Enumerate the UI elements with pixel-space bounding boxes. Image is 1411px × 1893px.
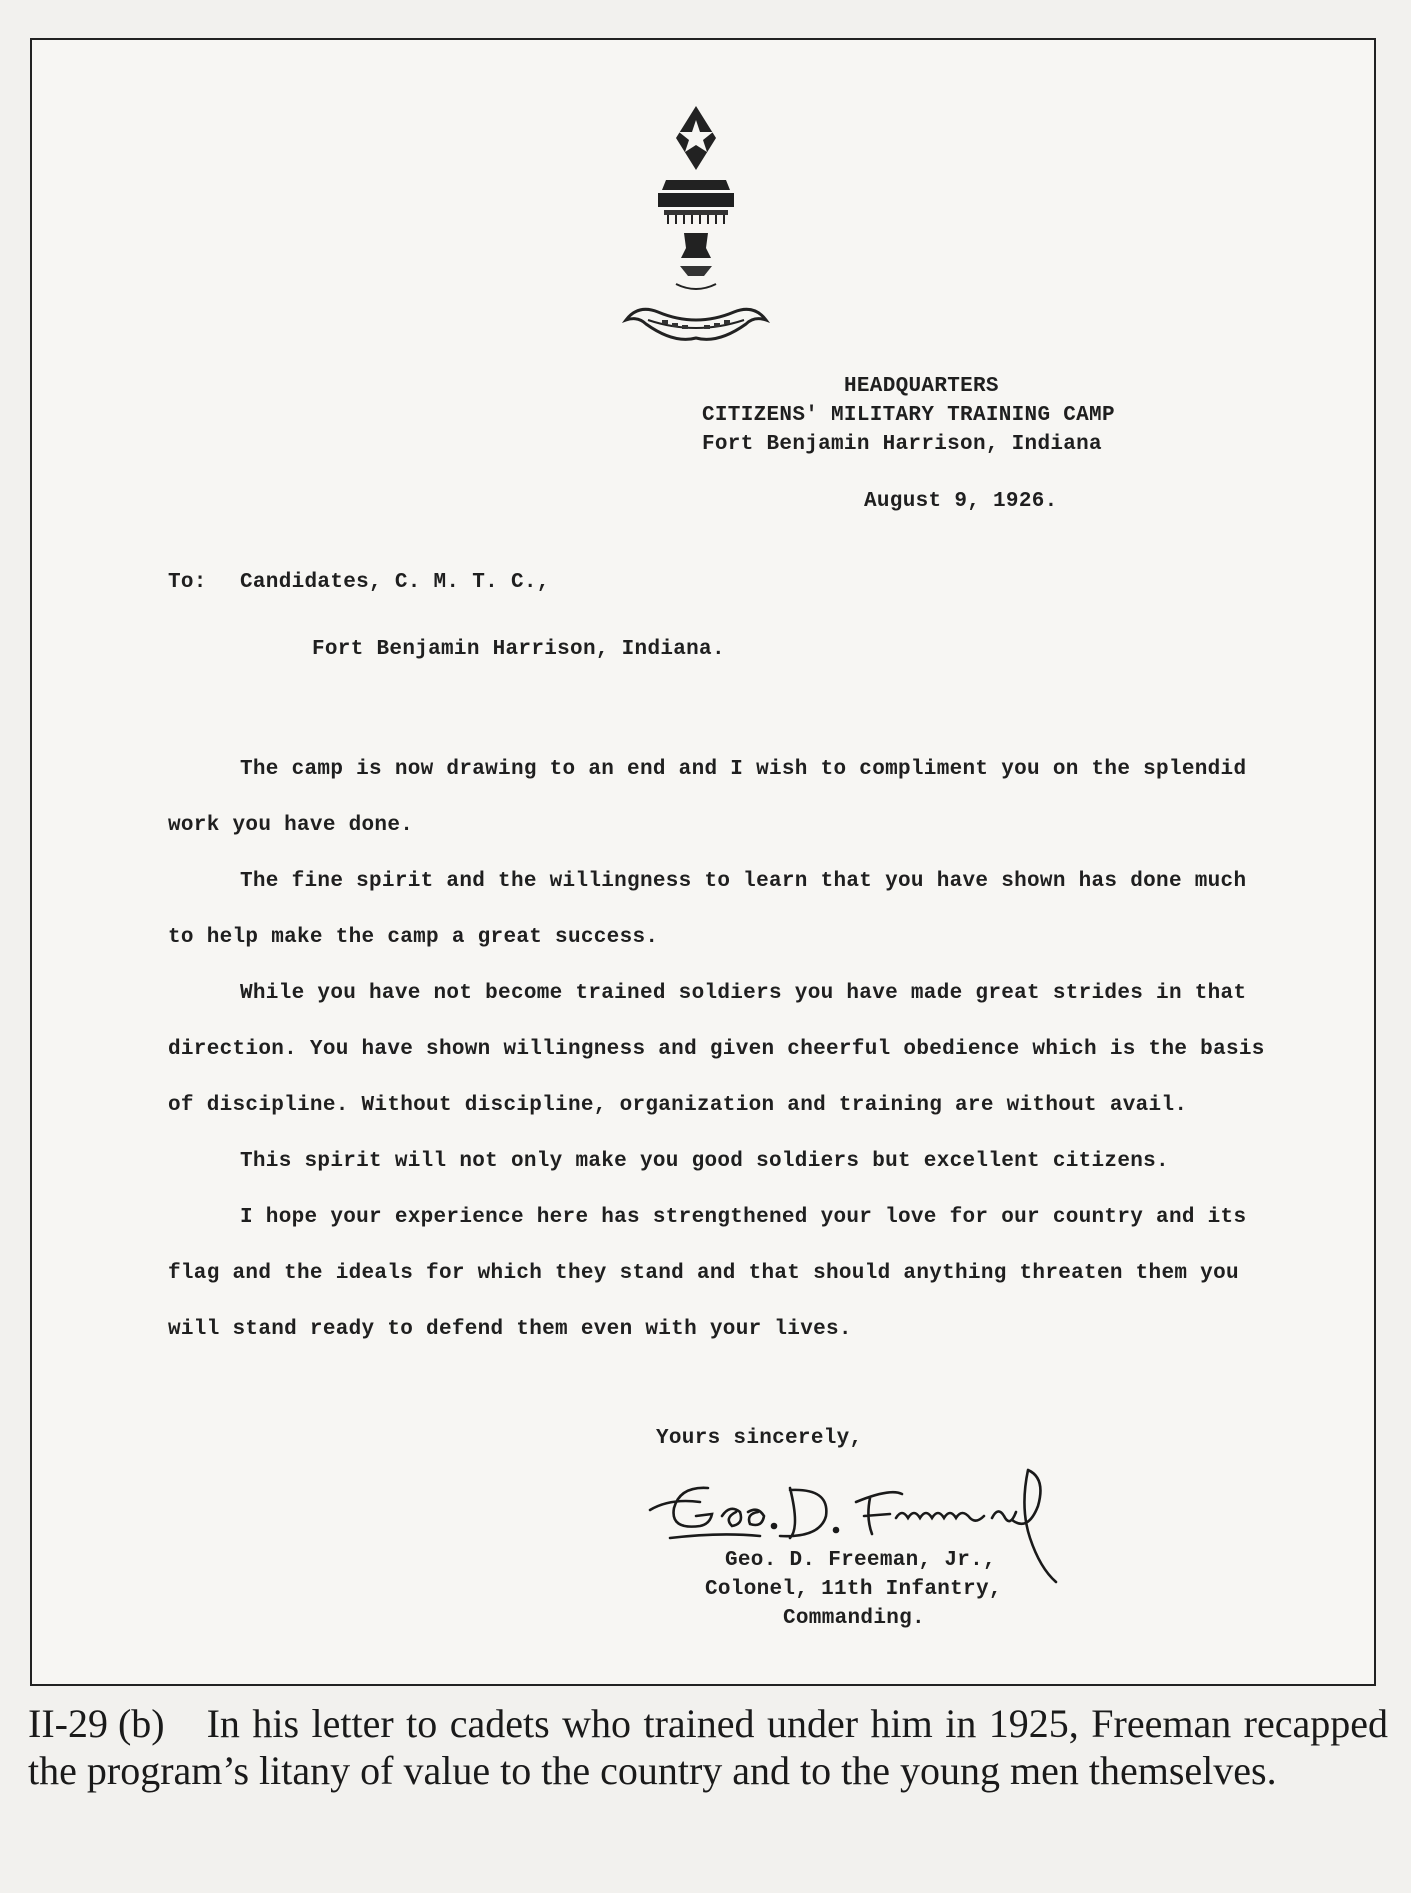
figure-label: II-29 (b): [28, 1701, 165, 1746]
body-paragraph: I hope your experience here has strengthened your love for our country and its flag and the ideals for which they stand and that should anything threaten them you will stand ready to defend them even with your lives.: [168, 1206, 1247, 1341]
signer-role: Commanding.: [783, 1607, 925, 1630]
to-label: To:: [168, 571, 207, 594]
letterhead-headquarters: HEADQUARTERS: [844, 375, 999, 398]
recipient-address: [168, 571, 725, 661]
address-line-2: Fort Benjamin Harrison, Indiana.: [312, 638, 725, 661]
letter-closing: Yours sincerely,: [656, 1427, 863, 1450]
letterhead-location: Fort Benjamin Harrison, Indiana: [702, 433, 1102, 456]
signature-block: [705, 1546, 1002, 1633]
body-paragraph: While you have not become trained soldiers you have made great strides in that direction. You have shown willingness and given cheerful obedience which is the basis of discipline. Without discipline, organization and training are without avail.: [168, 982, 1265, 1117]
letterhead: [702, 372, 1115, 459]
letter-date: August 9, 1926.: [864, 490, 1058, 513]
body-paragraph: This spirit will not only make you good soldiers but excellent citizens.: [240, 1150, 1169, 1173]
address-line-1: Candidates, C. M. T. C.,: [240, 571, 550, 594]
letter-body: [168, 742, 1278, 1358]
letterhead-camp-name: CITIZENS' MILITARY TRAINING CAMP: [702, 404, 1115, 427]
regimental-crest-icon: [618, 98, 774, 348]
figure-caption: [28, 1700, 1388, 1794]
caption-text: In his letter to cadets who trained under him in 1925, Freeman recapped the program’s litany of value to the country and to the young men themselves.: [28, 1701, 1388, 1793]
body-paragraph: The camp is now drawing to an end and I wish to compliment you on the splendid work you have done.: [168, 758, 1247, 837]
signer-name: Geo. D. Freeman, Jr.,: [725, 1549, 996, 1572]
signer-title: Colonel, 11th Infantry,: [705, 1578, 1002, 1601]
body-paragraph: The fine spirit and the willingness to learn that you have shown has done much to help make the camp a great success.: [168, 870, 1247, 949]
